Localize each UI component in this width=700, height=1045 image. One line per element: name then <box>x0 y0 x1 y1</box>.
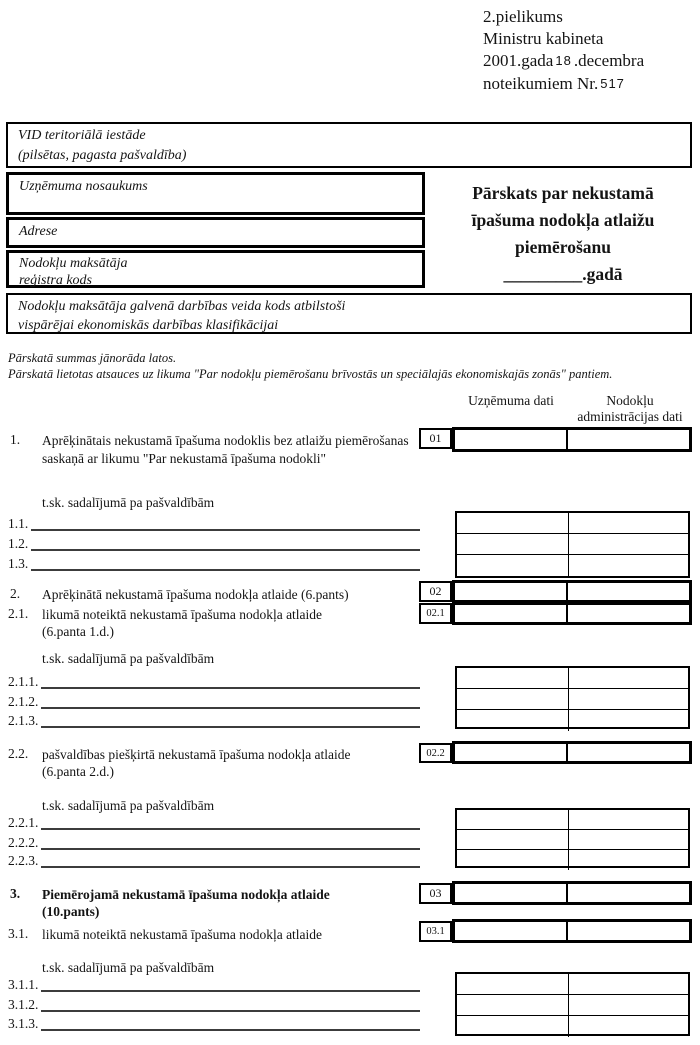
appendix-date-value: 18 <box>555 53 572 68</box>
table-1-r3-company-cell[interactable] <box>457 555 569 576</box>
table-2-municipalities <box>455 666 690 729</box>
report-title-line2: īpašuma nodokļa atlaižu <box>471 210 655 230</box>
registration-code-label1: Nodokļu maksātāja <box>19 256 128 271</box>
sub-row-1-3-number: 1.3. <box>8 556 29 571</box>
code-box-02-1: 02.1 <box>419 603 452 624</box>
table-row <box>457 850 688 870</box>
note-currency: Pārskatā summas jānorāda latos. <box>8 351 177 365</box>
item-2-2-text-line2: (6.panta 2.d.) <box>42 764 114 779</box>
table-1-municipalities <box>455 511 690 578</box>
sub-row-2-1-2-number: 2.1.2. <box>8 694 39 709</box>
item-1-number: 1. <box>10 432 21 447</box>
data-box-01 <box>452 427 692 452</box>
sub-row-1-1-number: 1.1. <box>8 516 29 531</box>
sub-row-3-1-3-number: 3.1.3. <box>8 1016 39 1031</box>
blank-line-2-2-1[interactable] <box>41 814 420 830</box>
sub-row-2-2-1-number: 2.2.1. <box>8 815 39 830</box>
sub-row-2-1-3 <box>8 711 420 729</box>
appendix-line3 <box>483 50 644 73</box>
sub-row-3-1-3 <box>8 1014 420 1032</box>
table-3-r1-admin-cell[interactable] <box>569 810 688 829</box>
code-box-02-2: 02.2 <box>419 743 452 763</box>
activity-code-box[interactable] <box>6 293 692 334</box>
appendix-number-prefix: noteikumiem Nr. <box>483 74 599 93</box>
sub-row-3-1-2 <box>8 995 420 1013</box>
sub-row-1-3 <box>8 554 420 572</box>
data-cell-02-2-admin[interactable] <box>568 744 689 761</box>
data-box-02-2 <box>452 741 692 764</box>
table-row <box>457 974 688 995</box>
tsk-label-3: t.sk. sadalījumā pa pašvaldībām <box>42 798 215 813</box>
blank-line-3-1-1[interactable] <box>41 976 420 992</box>
table-row <box>457 995 688 1016</box>
appendix-reference <box>483 6 644 96</box>
sub-row-3-1-1 <box>8 975 420 993</box>
table-1-r3-admin-cell[interactable] <box>569 555 688 576</box>
data-cell-02-1-admin[interactable] <box>568 605 689 622</box>
data-cell-02-company[interactable] <box>455 583 568 600</box>
report-title-line1: Pārskats par nekustamā <box>472 183 654 203</box>
sub-row-1-1 <box>8 514 420 532</box>
table-row <box>457 710 688 731</box>
sub-row-2-2-3 <box>8 851 420 869</box>
item-2-2-text-line1: pašvaldības piešķirtā nekustamā īpašuma nodokļa atlaide <box>42 747 351 762</box>
sub-row-3-1-2-number: 3.1.2. <box>8 997 39 1012</box>
table-4-r2-admin-cell[interactable] <box>569 995 688 1015</box>
table-row <box>457 810 688 830</box>
data-box-03-1 <box>452 919 692 943</box>
table-3-municipalities <box>455 808 690 868</box>
table-row <box>457 534 688 555</box>
data-cell-03-1-company[interactable] <box>455 922 568 940</box>
column-header-admin-data: Nodokļu administrācijas dati <box>577 393 683 424</box>
data-box-03 <box>452 881 692 905</box>
table-2-r3-admin-cell[interactable] <box>569 710 688 731</box>
sub-row-3-1-1-number: 3.1.1. <box>8 977 39 992</box>
appendix-line2: Ministru kabineta <box>483 29 604 48</box>
table-2-r3-company-cell[interactable] <box>457 710 569 731</box>
activity-code-label1: Nodokļu maksātāja galvenā darbības veida kods atbilstoši <box>18 299 346 314</box>
blank-line-2-1-3[interactable] <box>41 712 420 728</box>
table-1-r2-company-cell[interactable] <box>457 534 569 554</box>
data-box-02-1 <box>452 602 692 625</box>
data-cell-03-1-admin[interactable] <box>568 922 689 940</box>
sub-row-2-2-2-number: 2.2.2. <box>8 835 39 850</box>
blank-line-2-2-2[interactable] <box>41 834 420 850</box>
blank-line-1-3[interactable] <box>31 555 420 571</box>
item-3-text-line2: (10.pants) <box>42 904 100 919</box>
sub-row-2-1-3-number: 2.1.3. <box>8 713 39 728</box>
item-2-1-text-line1: likumā noteiktā nekustamā īpašuma nodokļa atlaide <box>42 607 323 622</box>
vid-authority-sublabel: (pilsētas, pagasta pašvaldība) <box>18 148 187 163</box>
item-3-1-number: 3.1. <box>8 926 29 941</box>
appendix-line4 <box>483 73 644 96</box>
item-2-1-text-line2: (6.panta 1.d.) <box>42 624 114 639</box>
table-4-r1-company-cell[interactable] <box>457 974 569 994</box>
table-1-r2-admin-cell[interactable] <box>569 534 688 554</box>
company-name-label: Uzņēmuma nosaukums <box>19 179 148 194</box>
tsk-label-4: t.sk. sadalījumā pa pašvaldībām <box>42 960 215 975</box>
data-cell-02-admin[interactable] <box>568 583 689 600</box>
table-3-r2-admin-cell[interactable] <box>569 830 688 849</box>
blank-line-3-1-3[interactable] <box>41 1015 420 1031</box>
item-3-number: 3. <box>10 886 21 901</box>
appendix-number-value: 517 <box>600 76 625 91</box>
data-cell-02-1-company[interactable] <box>455 605 568 622</box>
table-3-r1-company-cell[interactable] <box>457 810 569 829</box>
table-3-r3-admin-cell[interactable] <box>569 850 688 870</box>
year-blank[interactable]: _________ <box>503 264 583 284</box>
blank-line-2-1-1[interactable] <box>41 673 420 689</box>
table-2-r2-admin-cell[interactable] <box>569 689 688 709</box>
report-title-year-line <box>430 261 696 288</box>
tsk-label-2: t.sk. sadalījumā pa pašvaldībām <box>42 651 215 666</box>
table-4-r3-company-cell[interactable] <box>457 1016 569 1037</box>
item-2-1-text <box>42 606 414 640</box>
activity-code-label2: vispārējai ekonomiskās darbības klasifikācijai <box>18 318 279 333</box>
table-3-r2-company-cell[interactable] <box>457 830 569 849</box>
table-row <box>457 668 688 689</box>
column-header-company-data: Uzņēmuma dati <box>468 393 554 408</box>
blank-line-2-2-3[interactable] <box>41 852 420 868</box>
table-2-r2-company-cell[interactable] <box>457 689 569 709</box>
table-row <box>457 513 688 534</box>
table-row <box>457 1016 688 1037</box>
registration-code-box[interactable] <box>6 250 425 288</box>
table-2-r1-admin-cell[interactable] <box>569 668 688 688</box>
registration-code-label2: reģistra kods <box>19 273 92 288</box>
address-box[interactable] <box>6 217 425 248</box>
item-3-text <box>42 886 414 920</box>
sub-row-2-1-2 <box>8 692 420 710</box>
table-4-r1-admin-cell[interactable] <box>569 974 688 994</box>
appendix-date-suffix: .decembra <box>573 51 645 70</box>
sub-row-2-2-2 <box>8 833 420 851</box>
item-2-number: 2. <box>10 586 21 601</box>
sub-row-1-2-number: 1.2. <box>8 536 29 551</box>
form-notes <box>8 350 696 382</box>
table-row <box>457 555 688 576</box>
data-cell-01-company[interactable] <box>455 430 568 449</box>
table-3-r3-company-cell[interactable] <box>457 850 569 870</box>
report-title <box>430 180 696 288</box>
sub-row-2-2-1 <box>8 813 420 831</box>
company-name-box[interactable] <box>6 172 425 215</box>
data-box-02 <box>452 580 692 603</box>
vid-authority-label: VID teritoriālā iestāde <box>18 128 146 143</box>
item-1-text: Aprēķinātais nekustamā īpašuma nodoklis bez atlaižu piemērošanas saskaņā ar likumu "Par nekustamā īpašuma nodokli" <box>42 433 409 466</box>
sub-row-2-1-1-number: 2.1.1. <box>8 674 39 689</box>
address-label: Adrese <box>19 224 58 239</box>
code-box-03-1: 03.1 <box>419 921 452 942</box>
sub-row-2-1-1 <box>8 672 420 690</box>
table-row <box>457 689 688 710</box>
code-box-03: 03 <box>419 883 452 904</box>
table-row <box>457 830 688 850</box>
item-3-text-line1: Piemērojamā nekustamā īpašuma nodokļa atlaide <box>42 887 330 902</box>
note-law-reference: Pārskatā lietotas atsauces uz likuma "Par nodokļu piemērošanu brīvostās un speciālajās ekonomiskajās zonās" pantiem. <box>8 367 613 381</box>
item-2-text: Aprēķinātā nekustamā īpašuma nodokļa atlaide (6.pants) <box>42 587 349 602</box>
table-1-r1-admin-cell[interactable] <box>569 513 688 533</box>
blank-line-3-1-2[interactable] <box>41 996 420 1012</box>
sub-row-1-2 <box>8 534 420 552</box>
table-4-r3-admin-cell[interactable] <box>569 1016 688 1037</box>
item-2-1-number: 2.1. <box>8 606 29 621</box>
blank-line-2-1-2[interactable] <box>41 693 420 709</box>
vid-authority-box[interactable] <box>6 122 692 168</box>
appendix-line1: 2.pielikums <box>483 7 563 26</box>
table-4-r2-company-cell[interactable] <box>457 995 569 1015</box>
appendix-date-prefix: 2001.gada <box>483 51 554 70</box>
tsk-label-1: t.sk. sadalījumā pa pašvaldībām <box>42 495 215 510</box>
data-cell-03-company[interactable] <box>455 884 568 902</box>
blank-line-1-1[interactable] <box>31 515 420 531</box>
code-box-01: 01 <box>419 428 452 449</box>
year-suffix: .gadā <box>582 264 623 284</box>
table-1-r1-company-cell[interactable] <box>457 513 569 533</box>
item-2-2-text <box>42 746 414 780</box>
sub-row-2-2-3-number: 2.2.3. <box>8 853 39 868</box>
item-2-2-number: 2.2. <box>8 746 29 761</box>
blank-line-1-2[interactable] <box>31 535 420 551</box>
table-4-municipalities <box>455 972 690 1036</box>
data-cell-02-2-company[interactable] <box>455 744 568 761</box>
item-3-1-text: likumā noteiktā nekustamā īpašuma nodokļa atlaide <box>42 927 323 942</box>
code-box-02: 02 <box>419 581 452 602</box>
report-title-line3: piemērošanu <box>515 237 611 257</box>
table-2-r1-company-cell[interactable] <box>457 668 569 688</box>
data-cell-01-admin[interactable] <box>568 430 689 449</box>
data-cell-03-admin[interactable] <box>568 884 689 902</box>
